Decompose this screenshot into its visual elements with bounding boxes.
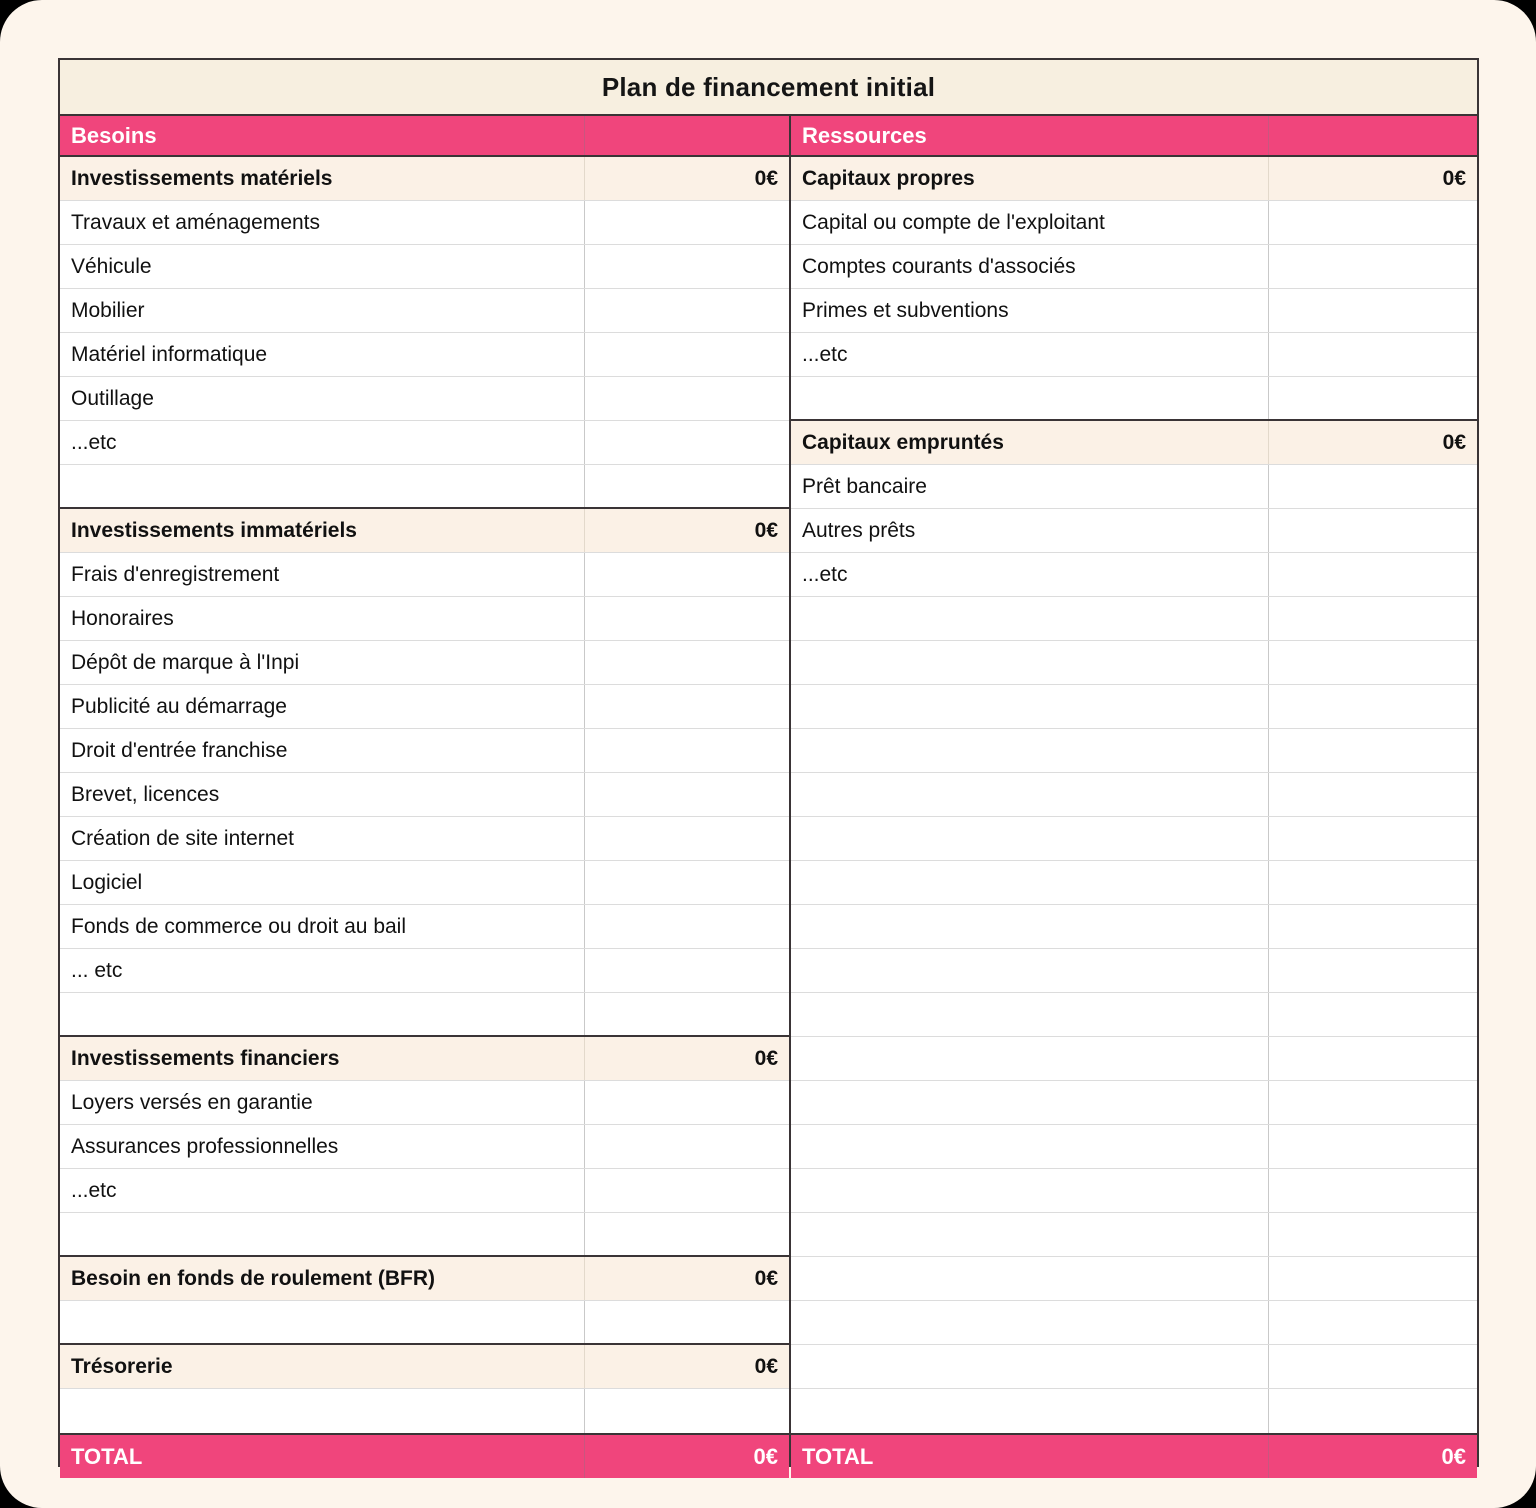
row-value[interactable] xyxy=(1268,553,1477,596)
row-value: 0€ xyxy=(1268,421,1477,464)
row-label xyxy=(60,1213,584,1255)
row-label: Investissements matériels xyxy=(71,166,333,190)
row-label xyxy=(791,905,1268,948)
row-label xyxy=(791,1301,1268,1344)
financing-plan-sheet xyxy=(58,58,1479,1467)
row-value[interactable] xyxy=(1268,465,1477,508)
row-label xyxy=(791,1037,1268,1080)
row-label: Prêt bancaire xyxy=(802,474,927,498)
row-value xyxy=(584,465,789,507)
row-value xyxy=(1268,1301,1477,1344)
section-row[interactable] xyxy=(60,1037,789,1081)
table-row[interactable] xyxy=(60,817,789,861)
row-label: Investissements immatériels xyxy=(71,518,357,542)
spacer-row xyxy=(791,1081,1477,1125)
spacer-row xyxy=(60,1213,789,1257)
besoins-header-label: Besoins xyxy=(71,122,157,148)
table-row[interactable] xyxy=(60,333,789,377)
row-label: Capitaux propres xyxy=(802,166,975,190)
table-row[interactable] xyxy=(60,377,789,421)
row-value[interactable] xyxy=(584,333,789,376)
table-row[interactable] xyxy=(60,773,789,817)
section-row[interactable] xyxy=(791,157,1477,201)
row-label xyxy=(791,597,1268,640)
row-label xyxy=(791,1169,1268,1212)
row-label: Matériel informatique xyxy=(71,342,268,366)
row-label xyxy=(791,993,1268,1036)
row-value xyxy=(1268,1213,1477,1256)
spacer-row xyxy=(791,905,1477,949)
row-label: Autres prêts xyxy=(802,518,916,542)
row-value[interactable] xyxy=(584,949,789,992)
row-value xyxy=(1268,949,1477,992)
row-value[interactable] xyxy=(584,905,789,948)
besoins-panel xyxy=(60,116,791,1469)
row-value[interactable] xyxy=(584,421,789,464)
row-value: 0€ xyxy=(584,1345,789,1388)
spacer-row xyxy=(791,377,1477,421)
section-row[interactable] xyxy=(60,1257,789,1301)
spacer-row xyxy=(791,1037,1477,1081)
table-row[interactable] xyxy=(791,553,1477,597)
row-label xyxy=(791,1345,1268,1388)
row-value[interactable] xyxy=(584,245,789,288)
row-value[interactable] xyxy=(584,685,789,728)
row-value xyxy=(584,1389,789,1433)
row-label: ...etc xyxy=(71,430,117,454)
row-label xyxy=(791,729,1268,772)
row-label xyxy=(791,773,1268,816)
table-row[interactable] xyxy=(60,289,789,333)
table-row[interactable] xyxy=(791,245,1477,289)
row-label: Brevet, licences xyxy=(71,782,220,806)
row-label: ...etc xyxy=(71,1178,117,1202)
spacer-row xyxy=(791,1389,1477,1433)
row-label xyxy=(791,861,1268,904)
row-label: Publicité au démarrage xyxy=(71,694,287,718)
row-label: ... etc xyxy=(71,958,123,982)
row-label: ...etc xyxy=(802,562,848,586)
row-value[interactable] xyxy=(584,773,789,816)
row-value[interactable] xyxy=(584,861,789,904)
row-value[interactable] xyxy=(584,597,789,640)
row-label xyxy=(60,465,584,507)
row-value[interactable] xyxy=(1268,289,1477,332)
row-label: Primes et subventions xyxy=(802,298,1009,322)
table-row[interactable] xyxy=(60,553,789,597)
row-label xyxy=(791,1213,1268,1256)
row-label: Capital ou compte de l'exploitant xyxy=(802,210,1105,234)
table-row[interactable] xyxy=(791,201,1477,245)
row-value: 0€ xyxy=(584,157,789,200)
row-label: Travaux et aménagements xyxy=(71,210,321,234)
row-label: Trésorerie xyxy=(71,1354,173,1378)
row-value xyxy=(1268,905,1477,948)
table-row[interactable] xyxy=(60,905,789,949)
row-label: Investissements financiers xyxy=(71,1046,340,1070)
row-value[interactable] xyxy=(584,817,789,860)
page-title: Plan de financement initial xyxy=(601,71,936,102)
table-row[interactable] xyxy=(791,465,1477,509)
row-value xyxy=(1268,817,1477,860)
section-row[interactable] xyxy=(791,421,1477,465)
spacer-row xyxy=(791,1345,1477,1389)
row-value[interactable] xyxy=(584,553,789,596)
spacer-row xyxy=(791,1257,1477,1301)
row-value[interactable] xyxy=(1268,509,1477,552)
besoins-total-row xyxy=(60,1433,789,1478)
row-label xyxy=(60,1301,584,1343)
spacer-row xyxy=(791,773,1477,817)
row-label: Besoin en fonds de roulement (BFR) xyxy=(71,1266,436,1290)
row-label: Logiciel xyxy=(71,870,143,894)
sheet-title-bar xyxy=(60,60,1477,116)
spacer-row xyxy=(791,1169,1477,1213)
row-label: Droit d'entrée franchise xyxy=(71,738,288,762)
row-label: Dépôt de marque à l'Inpi xyxy=(71,650,300,674)
table-row[interactable] xyxy=(60,641,789,685)
row-label: Loyers versés en garantie xyxy=(71,1090,313,1114)
ressources-header-value xyxy=(1268,116,1477,155)
spacer-row xyxy=(60,993,789,1037)
row-label: Mobilier xyxy=(71,298,145,322)
row-label xyxy=(60,1389,584,1433)
row-value: 0€ xyxy=(584,1037,789,1080)
spacer-row xyxy=(791,817,1477,861)
row-value xyxy=(1268,1345,1477,1388)
row-label: Véhicule xyxy=(71,254,152,278)
spacer-row xyxy=(791,597,1477,641)
spacer-row xyxy=(791,949,1477,993)
row-value[interactable] xyxy=(584,377,789,420)
section-row[interactable] xyxy=(60,509,789,553)
row-label xyxy=(791,641,1268,684)
row-value[interactable] xyxy=(1268,333,1477,376)
row-value xyxy=(584,1213,789,1255)
row-value[interactable] xyxy=(584,1125,789,1168)
row-value xyxy=(584,993,789,1035)
row-label: Comptes courants d'associés xyxy=(802,254,1076,278)
spacer-row xyxy=(791,1125,1477,1169)
row-value xyxy=(1268,685,1477,728)
row-value xyxy=(1268,641,1477,684)
ressources-total-value: 0€ xyxy=(1268,1435,1477,1478)
sheet-body xyxy=(60,116,1477,1469)
row-value xyxy=(1268,1125,1477,1168)
row-label xyxy=(60,993,584,1035)
row-label: Honoraires xyxy=(71,606,174,630)
row-label xyxy=(791,1125,1268,1168)
besoins-total-label: TOTAL xyxy=(71,1443,143,1469)
spacer-row xyxy=(60,1301,789,1345)
row-label: Assurances professionnelles xyxy=(71,1134,339,1158)
row-label: Création de site internet xyxy=(71,826,294,850)
ressources-rows xyxy=(791,157,1477,1433)
table-row[interactable] xyxy=(791,509,1477,553)
row-label xyxy=(791,1389,1268,1433)
row-value xyxy=(1268,993,1477,1036)
table-row[interactable] xyxy=(60,949,789,993)
spacer-row xyxy=(791,1213,1477,1257)
row-label: Outillage xyxy=(71,386,154,410)
row-value xyxy=(1268,1169,1477,1212)
row-label: Frais d'enregistrement xyxy=(71,562,280,586)
ressources-total-label: TOTAL xyxy=(802,1443,874,1469)
ressources-header-label: Ressources xyxy=(802,122,927,148)
row-label xyxy=(791,1081,1268,1124)
table-row[interactable] xyxy=(791,289,1477,333)
table-row[interactable] xyxy=(60,201,789,245)
row-value[interactable] xyxy=(584,201,789,244)
row-value[interactable] xyxy=(584,641,789,684)
table-row[interactable] xyxy=(60,245,789,289)
besoins-header-value xyxy=(584,116,789,155)
row-label xyxy=(791,1257,1268,1300)
row-value xyxy=(1268,597,1477,640)
row-label xyxy=(791,817,1268,860)
row-value: 0€ xyxy=(584,1257,789,1300)
besoins-header-row xyxy=(60,116,789,157)
row-value xyxy=(1268,377,1477,419)
table-row[interactable] xyxy=(60,1081,789,1125)
table-row[interactable] xyxy=(60,597,789,641)
row-value xyxy=(1268,729,1477,772)
row-value[interactable] xyxy=(584,289,789,332)
spacer-row xyxy=(791,1301,1477,1345)
table-row[interactable] xyxy=(60,421,789,465)
section-row[interactable] xyxy=(60,1345,789,1389)
besoins-total-value: 0€ xyxy=(584,1435,789,1478)
row-value xyxy=(584,1301,789,1343)
row-value: 0€ xyxy=(1268,157,1477,200)
table-row[interactable] xyxy=(791,333,1477,377)
spacer-row xyxy=(791,729,1477,773)
row-label: Fonds de commerce ou droit au bail xyxy=(71,914,407,938)
spacer-row xyxy=(791,685,1477,729)
row-value[interactable] xyxy=(584,1169,789,1212)
table-row[interactable] xyxy=(60,1125,789,1169)
row-label xyxy=(791,685,1268,728)
row-value[interactable] xyxy=(584,729,789,772)
row-value xyxy=(1268,1257,1477,1300)
row-value xyxy=(1268,1389,1477,1433)
spacer-row xyxy=(791,641,1477,685)
row-label xyxy=(791,377,1268,419)
ressources-total-row xyxy=(791,1433,1477,1478)
besoins-rows xyxy=(60,157,789,1433)
row-value xyxy=(1268,1037,1477,1080)
table-row[interactable] xyxy=(60,685,789,729)
spacer-row xyxy=(60,1389,789,1433)
table-row[interactable] xyxy=(60,729,789,773)
row-value xyxy=(1268,861,1477,904)
ressources-panel xyxy=(791,116,1477,1469)
row-value xyxy=(1268,1081,1477,1124)
spacer-row xyxy=(60,465,789,509)
row-label: Capitaux empruntés xyxy=(802,430,1004,454)
spacer-row xyxy=(791,861,1477,905)
row-value xyxy=(1268,773,1477,816)
row-label xyxy=(791,949,1268,992)
row-value[interactable] xyxy=(1268,201,1477,244)
row-value[interactable] xyxy=(584,1081,789,1124)
row-label: ...etc xyxy=(802,342,848,366)
row-value: 0€ xyxy=(584,509,789,552)
table-row[interactable] xyxy=(60,1169,789,1213)
spacer-row xyxy=(791,993,1477,1037)
table-row[interactable] xyxy=(60,861,789,905)
row-value[interactable] xyxy=(1268,245,1477,288)
section-row[interactable] xyxy=(60,157,789,201)
ressources-header-row xyxy=(791,116,1477,157)
